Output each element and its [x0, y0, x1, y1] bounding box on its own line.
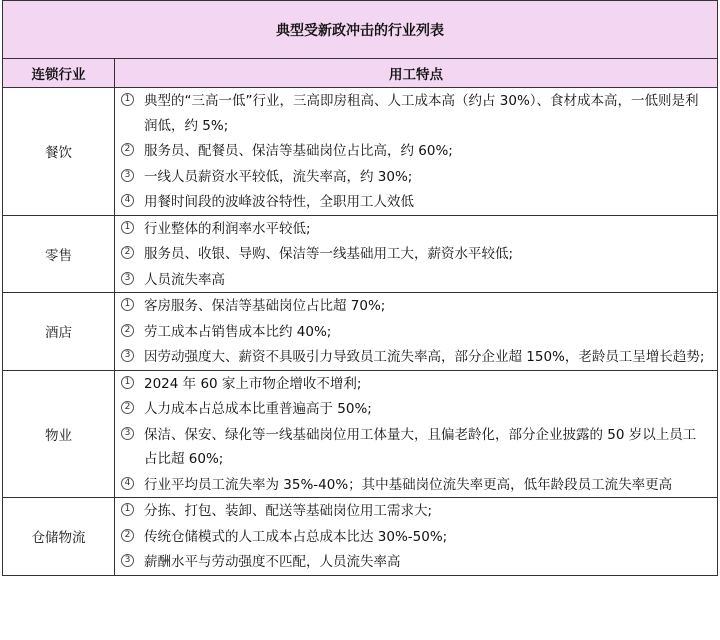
industry-cell: 酒店	[3, 293, 115, 371]
feature-text: 传统仓储模式的人工成本占总成本比达 30%-50%;	[144, 528, 448, 545]
circled-number-icon: 2	[121, 529, 134, 542]
industry-cell: 零售	[3, 215, 115, 293]
feature-text: 2024 年 60 家上市物企增收不增利;	[144, 375, 362, 392]
feature-text: 因劳动强度大、薪资不具吸引力导致员工流失率高，部分企业超 150%，老龄员工呈增长趋势;	[144, 349, 705, 365]
list-item	[115, 241, 717, 267]
feature-text: 一线人员薪资水平较低，流失率高，约 30%;	[144, 168, 413, 185]
list-item	[115, 189, 717, 215]
circled-number-icon: 1	[121, 93, 134, 106]
table-body	[3, 88, 718, 576]
circled-number-icon: 4	[121, 194, 134, 207]
circled-number-icon: 1	[121, 376, 134, 389]
circled-number-icon: 3	[121, 169, 134, 182]
features-cell	[115, 215, 718, 293]
list-item	[115, 549, 717, 575]
feature-text: 行业整体的利润率水平较低;	[144, 220, 311, 237]
industry-table	[2, 0, 718, 576]
feature-text: 分拣、打包、装卸、配送等基础岗位用工需求大;	[144, 503, 433, 519]
circled-number-icon: 2	[121, 143, 134, 156]
circled-number-icon: 3	[121, 349, 134, 362]
feature-text: 保洁、保安、绿化等一线基础岗位用工体量大，且偏老龄化，部分企业披露的 50 岁以上员工占比超 60%;	[144, 426, 697, 467]
header-features: 用工特点	[115, 59, 718, 88]
circled-number-icon: 3	[121, 272, 134, 285]
table-row	[3, 498, 718, 576]
feature-text: 典型的“三高一低”行业，三高即房租高、人工成本高（约占 30%）、食材成本高，一低则是利润低，约 5%;	[144, 93, 699, 134]
circled-number-icon: 3	[121, 554, 134, 567]
circled-number-icon: 2	[121, 401, 134, 414]
list-item	[115, 498, 717, 524]
feature-text: 劳工成本占销售成本比约 40%;	[144, 323, 332, 340]
list-item	[115, 293, 717, 319]
industry-cell: 餐饮	[3, 88, 115, 216]
feature-text: 用餐时间段的波峰波谷特性，全职用工人效低	[144, 194, 414, 210]
circled-number-icon: 2	[121, 246, 134, 259]
features-cell	[115, 498, 718, 576]
list-item	[115, 88, 717, 138]
list-item	[115, 138, 717, 164]
feature-text: 服务员、配餐员、保洁等基础岗位占比高，约 60%;	[144, 143, 453, 159]
feature-text: 人员流失率高	[144, 271, 225, 288]
feature-text: 服务员、收银、导购、保洁等一线基础用工大，薪资水平较低;	[144, 246, 514, 262]
list-item	[115, 396, 717, 422]
list-item	[115, 267, 717, 293]
features-cell	[115, 88, 718, 216]
circled-number-icon: 1	[121, 503, 134, 516]
circled-number-icon: 4	[121, 477, 134, 490]
feature-text: 行业平均员工流失率为 35%-40%；其中基础岗位流失率更高，低年龄段员工流失率更高	[144, 476, 673, 493]
feature-text: 薪酬水平与劳动强度不匹配，人员流失率高	[144, 554, 401, 570]
table-row	[3, 88, 718, 216]
industry-cell: 物业	[3, 370, 115, 498]
industry-cell: 仓储物流	[3, 498, 115, 576]
table-title: 典型受新政冲击的行业列表	[3, 1, 718, 59]
list-item	[115, 344, 717, 370]
feature-text: 客房服务、保洁等基础岗位占比超 70%;	[144, 298, 386, 314]
circled-number-icon: 1	[121, 221, 134, 234]
header-industry: 连锁行业	[3, 59, 115, 88]
table-row	[3, 215, 718, 293]
circled-number-icon: 1	[121, 298, 134, 311]
list-item	[115, 422, 717, 472]
list-item	[115, 164, 717, 190]
feature-text: 人力成本占总成本比重普遍高于 50%;	[144, 401, 372, 417]
features-cell	[115, 370, 718, 498]
list-item	[115, 371, 717, 397]
list-item	[115, 524, 717, 550]
list-item	[115, 216, 717, 242]
features-cell	[115, 293, 718, 371]
circled-number-icon: 3	[121, 427, 134, 440]
table-row	[3, 370, 718, 498]
circled-number-icon: 2	[121, 324, 134, 337]
list-item	[115, 472, 717, 498]
table-row	[3, 293, 718, 371]
list-item	[115, 319, 717, 345]
